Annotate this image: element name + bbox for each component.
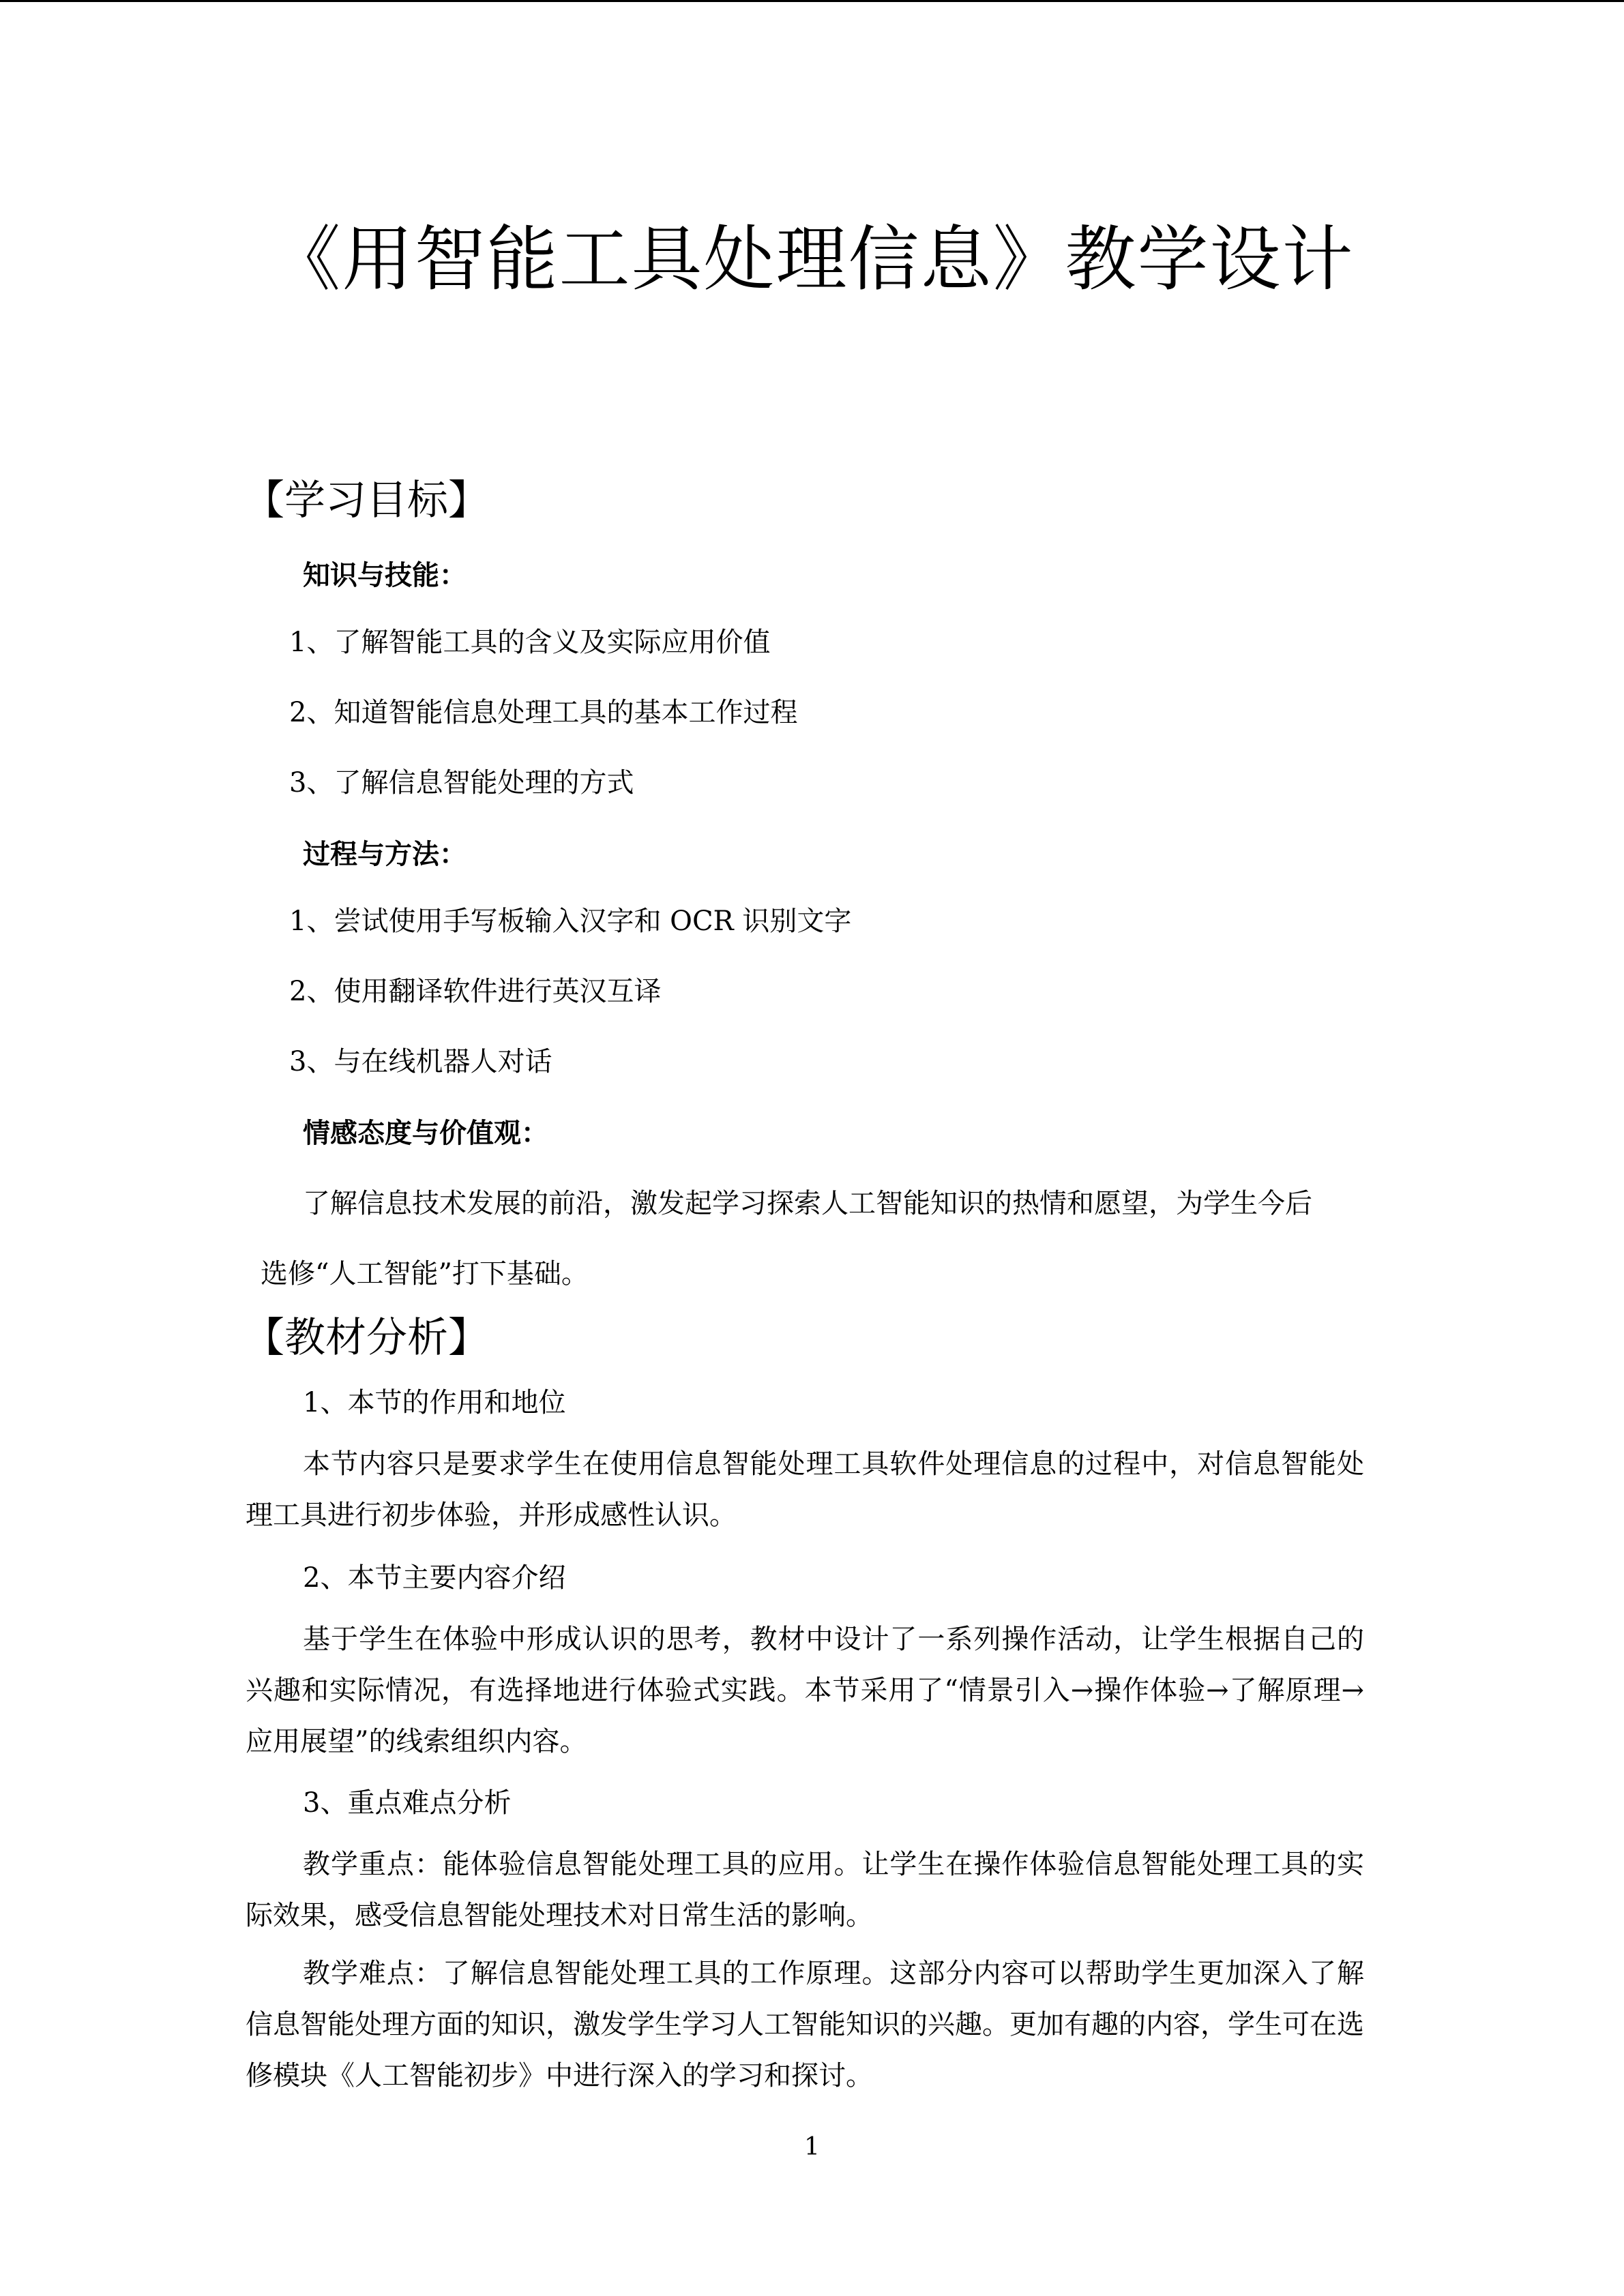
attitude-text-line-2: 选修“人工智能”打下基础。: [261, 1258, 589, 1289]
knowledge-item-3: 3、了解信息智能处理的方式: [289, 767, 634, 799]
process-item-3: 3、与在线机器人对话: [289, 1046, 552, 1077]
section-heading-objectives: 【学习目标】: [243, 477, 489, 524]
analysis-item-2-text: 基于学生在体验中形成认识的思考，教材中设计了一系列操作活动，让学生根据自己的兴趣和实际情况，有选择地进行体验式实践。本节采用了“情景引入→操作体验→了解原理→应用展望”的线索组织内容。: [246, 1624, 1364, 1757]
analysis-item-3-title: 3、重点难点分析: [303, 1787, 512, 1819]
subheading-knowledge-skills: 知识与技能：: [303, 560, 467, 591]
subheading-attitude-values: 情感态度与价值观：: [303, 1118, 548, 1149]
key-point-paragraph: 教学重点：能体验信息智能处理工具的应用。让学生在操作体验信息智能处理工具的实际效果，感受信息智能处理技术对日常生活的影响。: [246, 1849, 1364, 1931]
subheading-process-method: 过程与方法：: [303, 839, 467, 870]
process-item-1: 1、尝试使用手写板输入汉字和 OCR 识别文字: [289, 906, 852, 937]
document-title: 《用智能工具处理信息》教学设计: [269, 218, 1355, 301]
attitude-text-line-1: 了解信息技术发展的前沿，激发起学习探索人工智能知识的热情和愿望，为学生今后: [303, 1188, 1312, 1219]
analysis-item-1-text: 本节内容只是要求学生在使用信息智能处理工具软件处理信息的过程中，对信息智能处理工具进行初步体验，并形成感性认识。: [246, 1448, 1364, 1531]
page-number: 1: [804, 2133, 820, 2161]
difficulty-paragraph: 教学难点：了解信息智能处理工具的工作原理。这部分内容可以帮助学生更加深入了解信息智能处理方面的知识，激发学生学习人工智能知识的兴趣。更加有趣的内容，学生可在选修模块《人工智能初步》中进行深入的学习和探讨。: [246, 1958, 1364, 2091]
process-item-2: 2、使用翻译软件进行英汉互译: [289, 976, 662, 1007]
analysis-item-2-title: 2、本节主要内容介绍: [303, 1562, 566, 1594]
knowledge-item-1: 1、了解智能工具的含义及实际应用价值: [289, 627, 771, 658]
knowledge-item-2: 2、知道智能信息处理工具的基本工作过程: [289, 697, 798, 728]
analysis-item-1-title: 1、本节的作用和地位: [303, 1387, 566, 1418]
section-heading-analysis: 【教材分析】: [243, 1314, 489, 1362]
